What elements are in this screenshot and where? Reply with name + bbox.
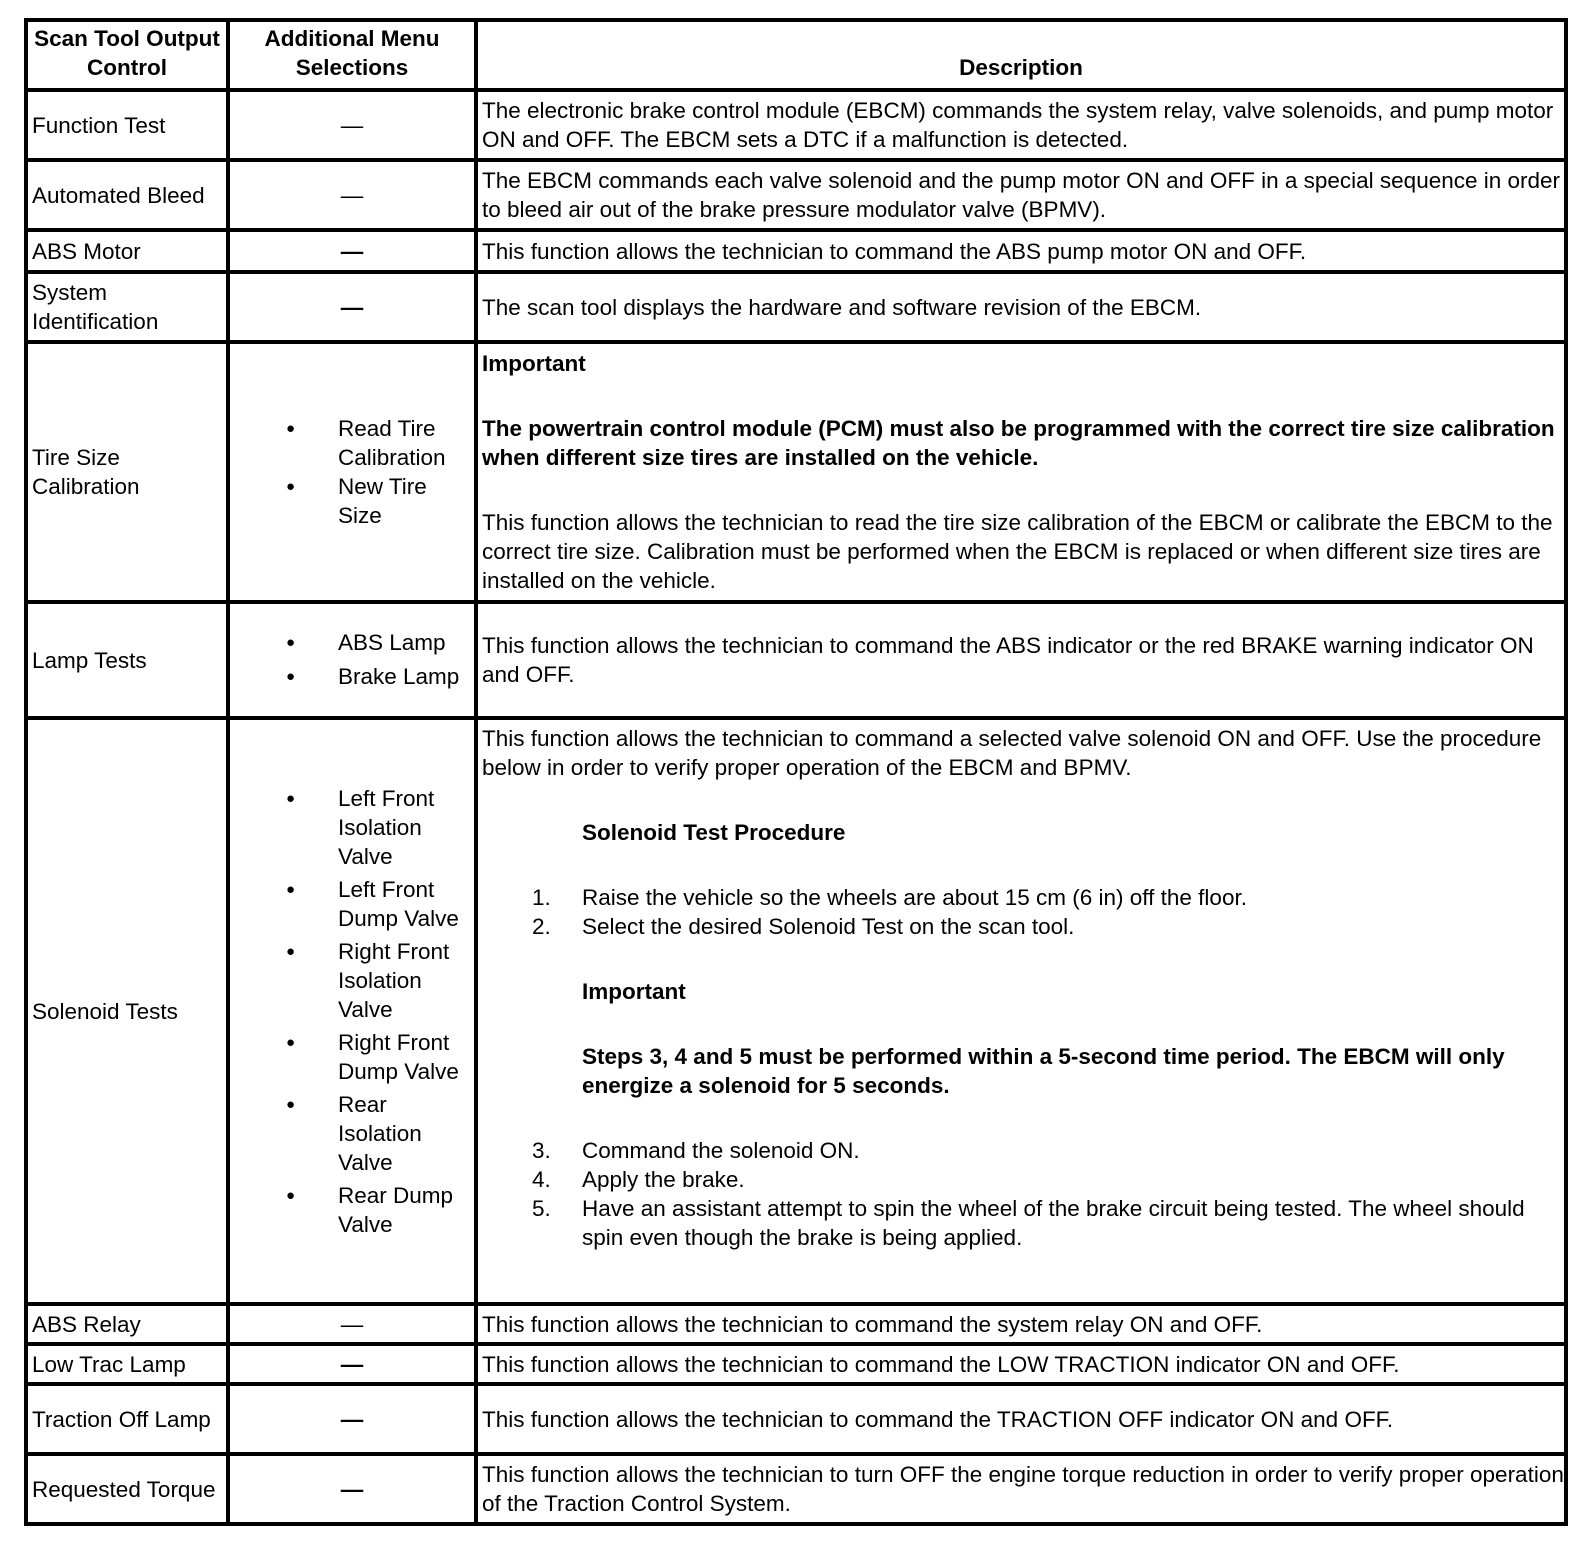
- table-row: [26, 90, 1566, 160]
- important-text: Steps 3, 4 and 5 must be performed within a 5-second time period. The EBCM will only energize a solenoid for 5 seconds.: [582, 1044, 1505, 1098]
- description-text: This function allows the technician to command a selected valve solenoid ON and OFF. Use the procedure below in order to verify proper operation of the EBCM and BPMV.: [482, 726, 1542, 780]
- table-row: [26, 230, 1566, 272]
- procedure-step: [532, 1194, 1564, 1252]
- row-name: System Identification: [26, 272, 228, 342]
- row-name: Traction Off Lamp: [26, 1384, 228, 1454]
- procedure-step: [532, 1165, 1564, 1194]
- row-selection: —: [228, 1344, 476, 1384]
- row-description: [476, 718, 1566, 1304]
- step-text: Apply the brake.: [582, 1167, 745, 1192]
- row-name: ABS Motor: [26, 230, 228, 272]
- list-item: ● Rear Isolation Valve: [286, 1090, 474, 1177]
- table-row: [26, 1454, 1566, 1524]
- selection-list: [234, 414, 474, 530]
- table-row: [26, 602, 1566, 718]
- important-label: Important: [582, 979, 686, 1004]
- row-selection: —: [228, 1384, 476, 1454]
- row-description: This function allows the technician to command the LOW TRACTION indicator ON and OFF.: [476, 1344, 1566, 1384]
- row-selection: —: [228, 1454, 476, 1524]
- procedure-step: [532, 883, 1564, 912]
- procedure-steps: [482, 883, 1564, 941]
- scan-tool-output-table: [24, 18, 1568, 1526]
- list-item: ● ABS Lamp: [286, 626, 474, 660]
- header-output-control: Scan Tool Output Control: [26, 20, 228, 90]
- procedure-step: [532, 1136, 1564, 1165]
- list-item: ● Read Tire Calibration: [286, 414, 474, 472]
- selection-list: [234, 784, 474, 1239]
- table-row: [26, 342, 1566, 602]
- row-name: Low Trac Lamp: [26, 1344, 228, 1384]
- list-item: ● Left Front Dump Valve: [286, 875, 474, 933]
- row-selection: —: [228, 90, 476, 160]
- row-selections: [228, 718, 476, 1304]
- list-item: ● Rear Dump Valve: [286, 1181, 474, 1239]
- step-text: Have an assistant attempt to spin the wheel of the brake circuit being tested. The wheel should spin even though the brake is being applied.: [582, 1196, 1525, 1250]
- row-selections: [228, 602, 476, 718]
- list-item: ● New Tire Size: [286, 472, 474, 530]
- table-row: [26, 718, 1566, 1304]
- header-menu-selections: Additional Menu Selections: [228, 20, 476, 90]
- row-description: This function allows the technician to command the system relay ON and OFF.: [476, 1304, 1566, 1344]
- table-row: [26, 1344, 1566, 1384]
- row-selection: —: [228, 272, 476, 342]
- list-item: ● Left Front Isolation Valve: [286, 784, 474, 871]
- header-description: Description: [476, 20, 1566, 90]
- important-label: Important: [482, 351, 586, 376]
- row-selection: —: [228, 230, 476, 272]
- header-row: [26, 20, 1566, 90]
- row-name: ABS Relay: [26, 1304, 228, 1344]
- table-row: [26, 160, 1566, 230]
- list-item: ● Right Front Isolation Valve: [286, 937, 474, 1024]
- procedure-title: Solenoid Test Procedure: [582, 820, 846, 845]
- row-selections: [228, 342, 476, 602]
- row-description: The EBCM commands each valve solenoid and the pump motor ON and OFF in a special sequence in order to bleed air out of the brake pressure modulator valve (BPMV).: [476, 160, 1566, 230]
- row-name: Automated Bleed: [26, 160, 228, 230]
- table-row: [26, 1384, 1566, 1454]
- selection-list: [234, 626, 474, 694]
- table-row: [26, 272, 1566, 342]
- row-description: This function allows the technician to command the ABS indicator or the red BRAKE warning indicator ON and OFF.: [476, 602, 1566, 718]
- row-description: This function allows the technician to command the ABS pump motor ON and OFF.: [476, 230, 1566, 272]
- procedure-step: [532, 912, 1564, 941]
- row-name: Requested Torque: [26, 1454, 228, 1524]
- step-number: 3.: [532, 1138, 551, 1163]
- list-item: ● Right Front Dump Valve: [286, 1028, 474, 1086]
- row-name: Function Test: [26, 90, 228, 160]
- step-number: 5.: [532, 1196, 551, 1221]
- step-text: Select the desired Solenoid Test on the scan tool.: [582, 914, 1075, 939]
- list-item: ● Brake Lamp: [286, 660, 474, 694]
- important-text: The powertrain control module (PCM) must also be programmed with the correct tire size calibration when different size tires are installed on the vehicle.: [482, 416, 1555, 470]
- row-name: Tire Size Calibration: [26, 342, 228, 602]
- row-description: [476, 342, 1566, 602]
- row-description: The electronic brake control module (EBCM) commands the system relay, valve solenoids, and pump motor ON and OFF. The EBCM sets a DTC if a malfunction is detected.: [476, 90, 1566, 160]
- step-number: 4.: [532, 1167, 551, 1192]
- procedure-steps: [482, 1136, 1564, 1252]
- step-text: Raise the vehicle so the wheels are about 15 cm (6 in) off the floor.: [582, 885, 1247, 910]
- row-description: This function allows the technician to turn OFF the engine torque reduction in order to verify proper operation of the Traction Control System.: [476, 1454, 1566, 1524]
- description-text: This function allows the technician to read the tire size calibration of the EBCM or calibrate the EBCM to the correct tire size. Calibration must be performed when the EBCM is replaced or when different size tires are installed on the vehicle.: [482, 510, 1553, 593]
- row-description: The scan tool displays the hardware and software revision of the EBCM.: [476, 272, 1566, 342]
- step-number: 1.: [532, 885, 551, 910]
- step-number: 2.: [532, 914, 551, 939]
- row-description: This function allows the technician to command the TRACTION OFF indicator ON and OFF.: [476, 1384, 1566, 1454]
- row-selection: —: [228, 160, 476, 230]
- table-row: [26, 1304, 1566, 1344]
- step-text: Command the solenoid ON.: [582, 1138, 860, 1163]
- row-selection: —: [228, 1304, 476, 1344]
- row-name: Lamp Tests: [26, 602, 228, 718]
- row-name: Solenoid Tests: [26, 718, 228, 1304]
